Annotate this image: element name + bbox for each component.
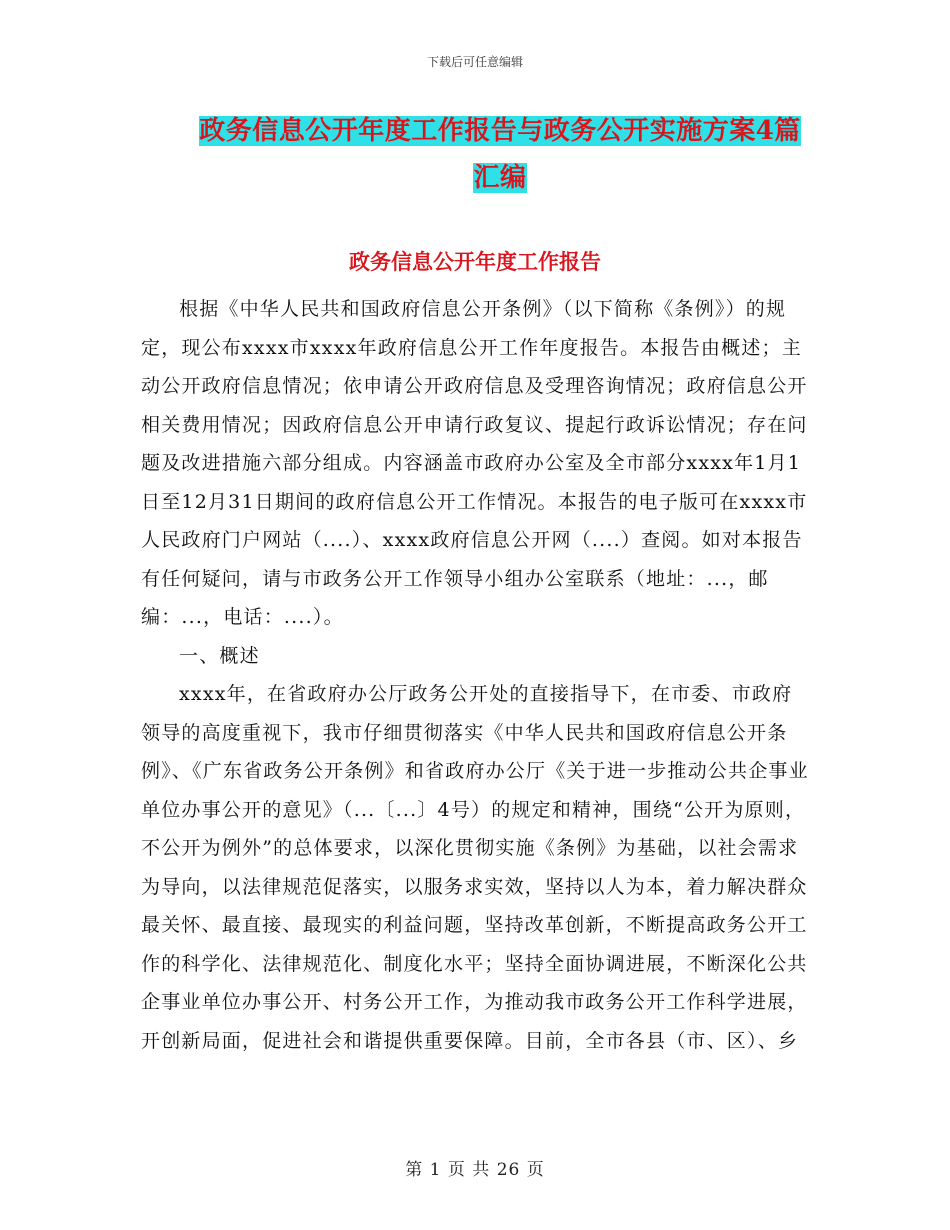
section-title: 政务信息公开年度工作报告: [349, 249, 601, 274]
document-title-line1: 政务信息公开年度工作报告与政务公开实施方案4篇: [199, 116, 801, 146]
paragraph-overview: xxxx年，在省政府办公厅政务公开处的直接指导下，在市委、市政府领导的高度重视下，我市仔细贯彻落实《中华人民共和国政府信息公开条例》、《广东省政务公开条例》和省政府办公厅《关于进一步推动公共企事业单位办事公开的意见》（...〔...〕4号）的规定和精神，围绕“公开为原则，不公开为例外”的总体要求，以深化贯彻实施《条例》为基础，以社会需求为导向，以法律规范促落实，以服务求实效，坚持以人为本，着力解决群众最关怀、最直接、最现实的利益问题，坚持改革创新，不断提高政务公开工作的科学化、法律规范化、制度化水平；坚持全面协调进展，不断深化公共企事业单位办事公开、村务公开工作，为推动我市政务公开工作科学进展，开创新局面，促进社会和谐提供重要保障。目前，全市各县（市、区）、乡: [141, 683, 809, 1052]
paragraph-intro: 根据《中华人民共和国政府信息公开条例》（以下简称《条例》）的规定，现公布xxxx市xxxx年政府信息公开工作年度报告。本报告由概述；主动公开政府信息情况；依申请公开政府信息及受理咨询情况；政府信息公开相关费用情况；因政府信息公开申请行政复议、提起行政诉讼情况；存在问题及改进措施六部分组成。内容涵盖市政府办公室及全市部分xxxx年1月1日至12月31日期间的政府信息公开工作情况。本报告的电子版可在xxxx市人民政府门户网站（....）、xxxx政府信息公开网（....）查阅。如对本报告有任何疑问，请与市政务公开工作领导小组办公室联系（地址：...，邮编：...，电话：....）。: [141, 298, 808, 628]
document-title-line2: 汇编: [473, 163, 527, 193]
document-title: [190, 108, 810, 202]
page-footer: 第 1 页 共 26 页: [405, 1160, 545, 1180]
document-body: [141, 290, 811, 1060]
header-note: 下载后可任意编辑: [426, 55, 523, 69]
paragraph-heading-overview: 一、概述: [179, 644, 260, 667]
